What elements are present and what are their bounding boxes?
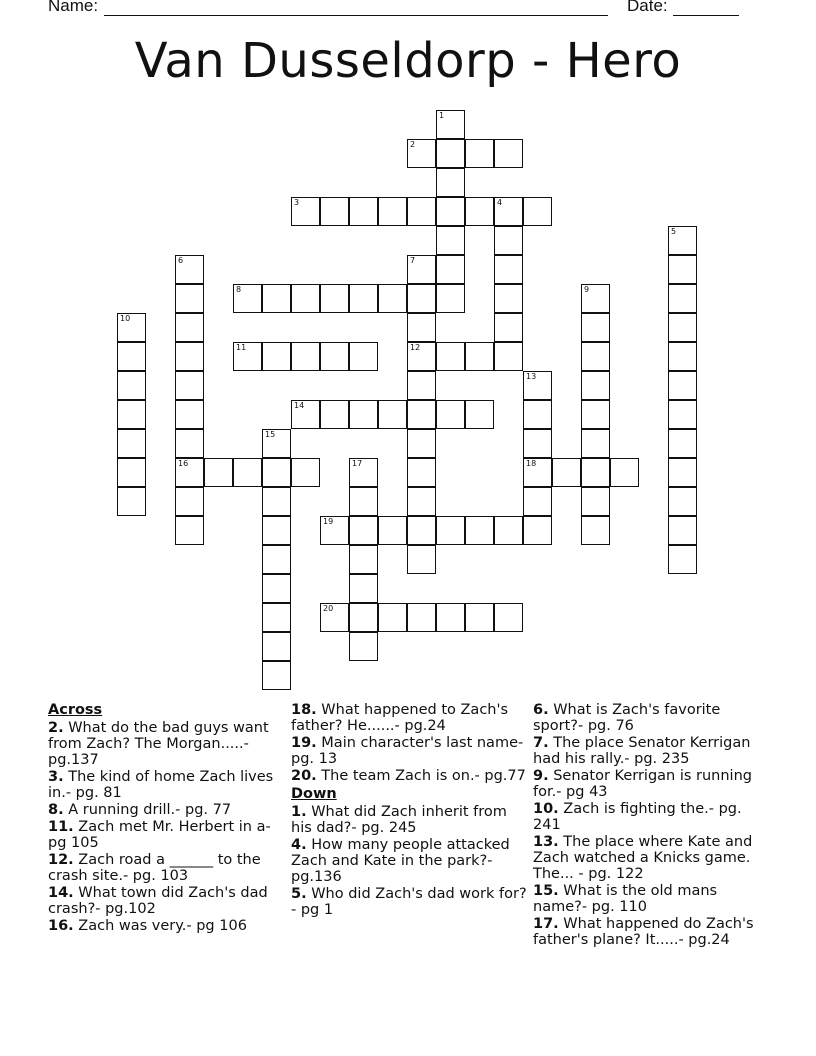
- grid-cell[interactable]: [668, 226, 697, 255]
- grid-cell[interactable]: [581, 371, 610, 400]
- grid-cell[interactable]: [436, 255, 465, 284]
- grid-cell[interactable]: [668, 400, 697, 429]
- grid-cell[interactable]: [465, 342, 494, 371]
- grid-cell[interactable]: [291, 284, 320, 313]
- grid-cell[interactable]: [378, 284, 407, 313]
- clue-down-9: 9. Senator Kerrigan is running for.- pg 43: [533, 768, 752, 800]
- grid-cell[interactable]: [262, 487, 291, 516]
- clue-number: 5: [671, 227, 677, 236]
- clues-column-1: [48, 700, 284, 935]
- grid-cell[interactable]: [117, 487, 146, 516]
- grid-cell[interactable]: [291, 400, 320, 429]
- grid-cell[interactable]: [233, 458, 262, 487]
- grid-cell[interactable]: [262, 429, 291, 458]
- grid-cell[interactable]: [204, 458, 233, 487]
- grid-cell[interactable]: [407, 516, 436, 545]
- grid-cell[interactable]: [668, 516, 697, 545]
- clue-down-7: 7. The place Senator Kerrigan had his rally.- pg. 235: [533, 735, 751, 767]
- grid-cell[interactable]: [349, 545, 378, 574]
- grid-cell[interactable]: [407, 603, 436, 632]
- clue-number: 4: [497, 198, 503, 207]
- grid-cell[interactable]: [668, 255, 697, 284]
- grid-cell[interactable]: [465, 197, 494, 226]
- grid-cell[interactable]: [117, 429, 146, 458]
- clue-across-14: 14. What town did Zach's dad crash?- pg.102: [48, 885, 268, 917]
- grid-cell[interactable]: [523, 487, 552, 516]
- date-label: Date:: [627, 0, 668, 15]
- grid-cell[interactable]: [494, 226, 523, 255]
- grid-cell[interactable]: [349, 197, 378, 226]
- clue-down-1: 1. What did Zach inherit from his dad?- pg. 245: [291, 804, 507, 836]
- grid-cell[interactable]: [349, 400, 378, 429]
- clue-across-16: 16. Zach was very.- pg 106: [48, 918, 247, 934]
- grid-cell[interactable]: [407, 255, 436, 284]
- grid-cell[interactable]: [523, 458, 552, 487]
- grid-cell[interactable]: [349, 603, 378, 632]
- name-label: Name:: [48, 0, 99, 15]
- clue-down-5: 5. Who did Zach's dad work for?- pg 1: [291, 886, 527, 918]
- grid-cell[interactable]: [436, 400, 465, 429]
- grid-cell[interactable]: [465, 400, 494, 429]
- page-title: Van Dusseldorp - Hero: [134, 33, 682, 89]
- clues-column-3: [533, 700, 769, 949]
- grid-cell[interactable]: [668, 371, 697, 400]
- grid-cell[interactable]: [349, 342, 378, 371]
- grid-cell[interactable]: [262, 661, 291, 690]
- grid-cell[interactable]: [581, 458, 610, 487]
- grid-cell[interactable]: [494, 313, 523, 342]
- grid-cell[interactable]: [262, 603, 291, 632]
- grid-cell[interactable]: [523, 371, 552, 400]
- grid-cell[interactable]: [494, 516, 523, 545]
- clue-number: 20: [323, 604, 334, 613]
- grid-cell[interactable]: [233, 284, 262, 313]
- grid-cell[interactable]: [349, 458, 378, 487]
- grid-cell[interactable]: [407, 371, 436, 400]
- grid-cell[interactable]: [175, 255, 204, 284]
- grid-cell[interactable]: [175, 458, 204, 487]
- grid-cell[interactable]: [668, 545, 697, 574]
- clue-down-10: 10. Zach is fighting the.- pg. 241: [533, 801, 742, 833]
- clue-down-17: 17. What happened do Zach's father's plane? It.....- pg.24: [533, 916, 754, 948]
- clue-number: 6: [178, 256, 184, 265]
- grid-cell[interactable]: [117, 400, 146, 429]
- clue-across-11: 11. Zach met Mr. Herbert in a- pg 105: [48, 819, 271, 851]
- grid-cell[interactable]: [494, 284, 523, 313]
- across-heading: Across: [48, 702, 103, 718]
- grid-cell[interactable]: [262, 574, 291, 603]
- grid-cell[interactable]: [262, 342, 291, 371]
- clue-down-6: 6. What is Zach's favorite sport?- pg. 76: [533, 702, 721, 734]
- grid-cell[interactable]: [117, 313, 146, 342]
- clue-number: 17: [352, 459, 363, 468]
- grid-cell[interactable]: [465, 603, 494, 632]
- grid-cell[interactable]: [291, 458, 320, 487]
- grid-cell[interactable]: [668, 487, 697, 516]
- grid-cell[interactable]: [465, 516, 494, 545]
- clue-number: 16: [178, 459, 189, 468]
- grid-cell[interactable]: [407, 197, 436, 226]
- grid-cell[interactable]: [581, 313, 610, 342]
- grid-cell[interactable]: [552, 458, 581, 487]
- clue-across-8: 8. A running drill.- pg. 77: [48, 802, 232, 818]
- clue-number: 18: [526, 459, 537, 468]
- clue-number: 1: [439, 111, 445, 120]
- grid-cell[interactable]: [407, 458, 436, 487]
- grid-cell[interactable]: [262, 458, 291, 487]
- grid-cell[interactable]: [175, 284, 204, 313]
- grid-cell[interactable]: [581, 284, 610, 313]
- grid-cell[interactable]: [581, 516, 610, 545]
- grid-cell[interactable]: [668, 458, 697, 487]
- grid-cell[interactable]: [117, 371, 146, 400]
- grid-cell[interactable]: [407, 429, 436, 458]
- grid-cell[interactable]: [175, 400, 204, 429]
- grid-cell[interactable]: [523, 429, 552, 458]
- grid-cell[interactable]: [349, 516, 378, 545]
- grid-cell[interactable]: [465, 139, 494, 168]
- grid-cell[interactable]: [581, 400, 610, 429]
- grid-cell[interactable]: [523, 197, 552, 226]
- grid-cell[interactable]: [378, 197, 407, 226]
- grid-cell[interactable]: [668, 284, 697, 313]
- grid-cell[interactable]: [436, 139, 465, 168]
- grid-cell[interactable]: [407, 400, 436, 429]
- clue-across-2: 2. What do the bad guys want from Zach? The Morgan.....- pg.137: [48, 720, 269, 768]
- clue-number: 13: [526, 372, 537, 381]
- grid-cell[interactable]: [378, 400, 407, 429]
- grid-cell[interactable]: [668, 342, 697, 371]
- clue-down-15: 15. What is the old mans name?- pg. 110: [533, 883, 718, 915]
- grid-cell[interactable]: [407, 139, 436, 168]
- clue-number: 2: [410, 140, 416, 149]
- clue-across-18: 18. What happened to Zach's father? He......- pg.24: [291, 702, 509, 734]
- grid-cell[interactable]: [320, 342, 349, 371]
- grid-cell[interactable]: [349, 284, 378, 313]
- grid-cell[interactable]: [494, 139, 523, 168]
- grid-cell[interactable]: [436, 168, 465, 197]
- clue-down-4: 4. How many people attacked Zach and Kate in the park?- pg.136: [291, 837, 510, 885]
- grid-cell[interactable]: [262, 284, 291, 313]
- clue-across-20: 20. The team Zach is on.- pg.77: [291, 768, 526, 784]
- grid-cell[interactable]: [523, 400, 552, 429]
- grid-cell[interactable]: [262, 516, 291, 545]
- grid-cell[interactable]: [262, 632, 291, 661]
- clue-number: 7: [410, 256, 416, 265]
- clue-down-13: 13. The place where Kate and Zach watched a Knicks game. The... - pg. 122: [533, 834, 753, 882]
- grid-cell[interactable]: [494, 342, 523, 371]
- grid-cell[interactable]: [320, 516, 349, 545]
- grid-cell[interactable]: [436, 197, 465, 226]
- grid-cell[interactable]: [668, 429, 697, 458]
- grid-cell[interactable]: [175, 313, 204, 342]
- grid-cell[interactable]: [320, 284, 349, 313]
- clue-number: 14: [294, 401, 305, 410]
- down-heading: Down: [291, 786, 337, 802]
- grid-cell[interactable]: [407, 342, 436, 371]
- grid-cell[interactable]: [175, 342, 204, 371]
- grid-cell[interactable]: [320, 400, 349, 429]
- clue-number: 12: [410, 343, 421, 352]
- grid-cell[interactable]: [494, 255, 523, 284]
- grid-cell[interactable]: [436, 342, 465, 371]
- grid-cell[interactable]: [117, 342, 146, 371]
- clue-across-12: 12. Zach road a ______ to the crash site.- pg. 103: [48, 852, 261, 884]
- grid-cell[interactable]: [349, 487, 378, 516]
- grid-cell[interactable]: [436, 603, 465, 632]
- grid-cell[interactable]: [117, 458, 146, 487]
- grid-cell[interactable]: [407, 284, 436, 313]
- grid-cell[interactable]: [436, 110, 465, 139]
- grid-cell[interactable]: [320, 603, 349, 632]
- grid-cell[interactable]: [407, 487, 436, 516]
- grid-cell[interactable]: [581, 429, 610, 458]
- grid-cell[interactable]: [291, 342, 320, 371]
- clue-number: 10: [120, 314, 131, 323]
- grid-cell[interactable]: [581, 487, 610, 516]
- grid-cell[interactable]: [349, 574, 378, 603]
- clue-number: 9: [584, 285, 590, 294]
- clue-across-19: 19. Main character's last name- pg. 13: [291, 735, 524, 767]
- grid-cell[interactable]: [233, 342, 262, 371]
- clue-across-3: 3. The kind of home Zach lives in.- pg. 81: [48, 769, 274, 801]
- clue-number: 19: [323, 517, 334, 526]
- grid-cell[interactable]: [494, 197, 523, 226]
- grid-cell[interactable]: [175, 371, 204, 400]
- grid-cell[interactable]: [175, 429, 204, 458]
- grid-cell[interactable]: [581, 342, 610, 371]
- grid-cell[interactable]: [436, 284, 465, 313]
- grid-cell[interactable]: [407, 313, 436, 342]
- clue-number: 11: [236, 343, 247, 352]
- clue-number: 15: [265, 430, 276, 439]
- grid-cell[interactable]: [407, 545, 436, 574]
- grid-cell[interactable]: [320, 197, 349, 226]
- grid-cell[interactable]: [349, 632, 378, 661]
- grid-cell[interactable]: [436, 226, 465, 255]
- grid-cell[interactable]: [291, 197, 320, 226]
- clue-number: 8: [236, 285, 242, 294]
- clue-number: 3: [294, 198, 300, 207]
- grid-cell[interactable]: [175, 487, 204, 516]
- clues-column-2: [291, 700, 527, 919]
- grid-cell[interactable]: [175, 516, 204, 545]
- grid-cell[interactable]: [436, 516, 465, 545]
- grid-cell[interactable]: [668, 313, 697, 342]
- grid-cell[interactable]: [610, 458, 639, 487]
- grid-cell[interactable]: [262, 545, 291, 574]
- grid-cell[interactable]: [378, 516, 407, 545]
- grid-cell[interactable]: [494, 603, 523, 632]
- grid-cell[interactable]: [523, 516, 552, 545]
- grid-cell[interactable]: [378, 603, 407, 632]
